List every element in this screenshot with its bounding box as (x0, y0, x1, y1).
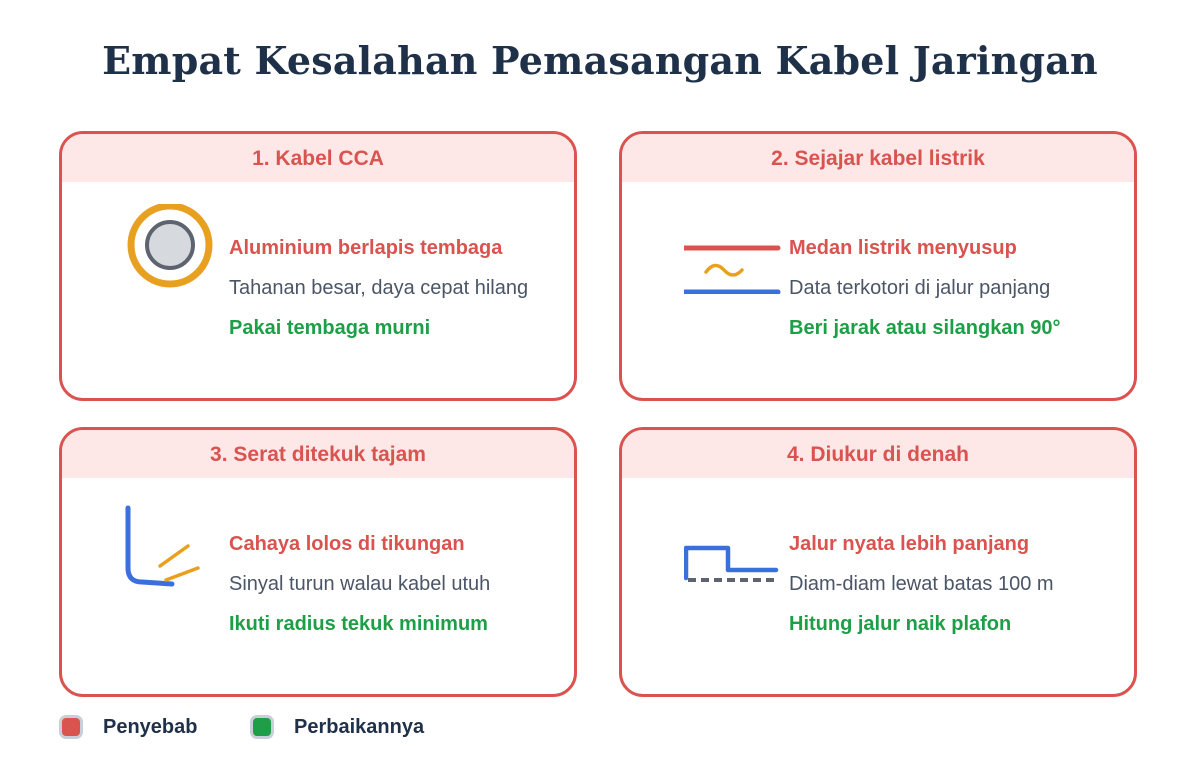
card-heading: 2. Sejajar kabel listrik (622, 134, 1134, 182)
floorplan-route-icon (684, 500, 784, 590)
mistake-card-fiber-bend (59, 427, 577, 697)
cause-text: Aluminium berlapis tembaga (229, 237, 503, 259)
page-title: Empat Kesalahan Pemasangan Kabel Jaringan (102, 38, 1098, 83)
card-heading: 1. Kabel CCA (62, 134, 574, 182)
fix-text: Beri jarak atau silangkan 90° (789, 317, 1061, 339)
description-text: Data terkotori di jalur panjang (789, 277, 1051, 299)
description-text: Sinyal turun walau kabel utuh (229, 573, 491, 595)
legend-label: Perbaikannya (294, 715, 425, 738)
fix-text: Pakai tembaga murni (229, 317, 431, 339)
cca-cable-cross-section-icon (124, 204, 224, 294)
fiber-sharp-bend-icon (124, 500, 224, 590)
cause-text: Jalur nyata lebih panjang (789, 533, 1030, 555)
legend-item-fix (250, 710, 424, 744)
legend-label: Penyebab (103, 715, 198, 738)
fix-swatch (250, 715, 274, 739)
parallel-power-cable-interference-icon (684, 204, 784, 294)
cause-text: Medan listrik menyusup (789, 237, 1017, 259)
fix-text: Hitung jalur naik plafon (789, 613, 1012, 635)
cause-text: Cahaya lolos di tikungan (229, 533, 465, 555)
card-heading: 4. Diukur di denah (622, 430, 1134, 478)
description-text: Diam-diam lewat batas 100 m (789, 573, 1054, 595)
mistake-card-floorplan (619, 427, 1137, 697)
cause-swatch (59, 715, 83, 739)
mistake-card-power-parallel (619, 131, 1137, 401)
card-heading: 3. Serat ditekuk tajam (62, 430, 574, 478)
fix-text: Ikuti radius tekuk minimum (229, 613, 488, 635)
mistake-card-cca (59, 131, 577, 401)
legend-item-cause (59, 710, 197, 744)
description-text: Tahanan besar, daya cepat hilang (229, 277, 529, 299)
